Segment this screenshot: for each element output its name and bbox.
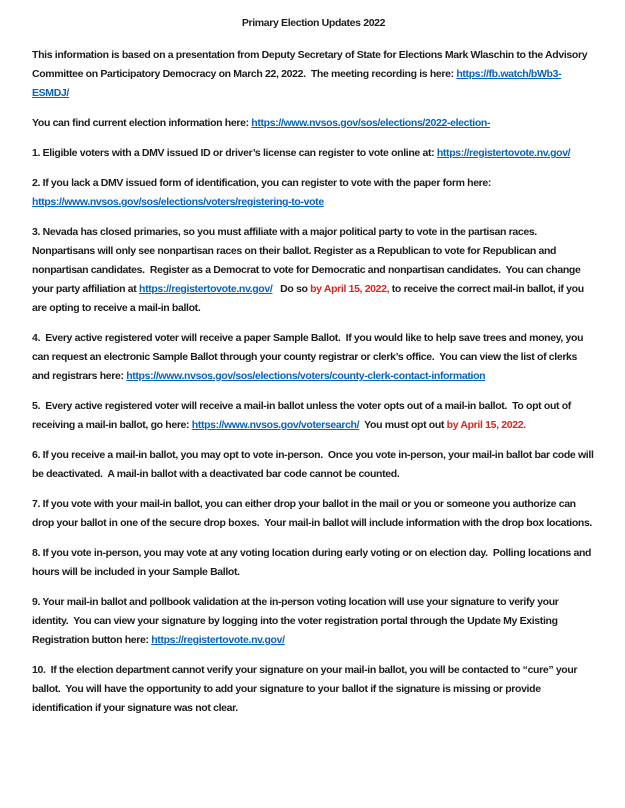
body-text: You must opt out	[359, 419, 447, 431]
hyperlink[interactable]: https://www.nvsos.gov/sos/elections/2022-election-	[251, 117, 491, 129]
body-text: 9. Your mail-in ballot and pollbook validation at the in-person voting location will use your signature to verify your identity. You can view your signature by logging into the voter registration portal through the Update My Existing Registration button here:	[32, 596, 562, 646]
paragraph-item-1	[32, 144, 595, 163]
paragraph-item-4	[32, 329, 595, 386]
hyperlink[interactable]: https://registertovote.nv.gov/	[139, 283, 273, 295]
body-text: 7. If you vote with your mail-in ballot, you can either drop your ballot in the mail or you or someone you authorize can drop your ballot in one of the secure drop boxes. Your mail-in ballot will include information with the drop box locations.	[32, 498, 593, 529]
paragraph-item-2	[32, 174, 595, 212]
body-text: 4. Every active registered voter will receive a paper Sample Ballot. If you would like to help save trees and money, you can request an electronic Sample Ballot through your county registrar or clerk’s office. You can view the list of clerks and registrars here:	[32, 332, 586, 382]
hyperlink[interactable]: https://registertovote.nv.gov/	[151, 634, 285, 646]
hyperlink[interactable]: https://registertovote.nv.gov/	[436, 147, 571, 159]
paragraph-item-10	[32, 661, 595, 718]
hyperlink[interactable]: https://fb.watch/bWb3-ESMDJ/	[32, 68, 562, 99]
paragraph-intro	[32, 46, 595, 103]
hyperlink[interactable]: https://www.nvsos.gov/sos/elections/voters/registering-to-vote	[32, 196, 324, 208]
body-text: This information is based on a presentation from Deputy Secretary of State for Elections Mark Wlaschin to the Advisory Committee on Participatory Democracy on March 22, 2022. The meeting recording is here:	[32, 49, 590, 80]
body-text: 6. If you receive a mail-in ballot, you may opt to vote in-person. Once you vote in-person, your mail-in ballot bar code will be deactivated. A mail-in ballot with a deactivated bar code cannot be counted.	[32, 449, 597, 480]
body-text: 1. Eligible voters with a DMV issued ID or driver’s license can register to vote online at:	[32, 147, 437, 159]
paragraph-item-9	[32, 593, 595, 650]
body-text: 10. If the election department cannot verify your signature on your mail-in ballot, you will be contacted to “cure” your ballot. You will have the opportunity to add your signature to your ballot if the signature is missing or provide identification if your signature was not clear.	[32, 664, 580, 714]
deadline-text: by April 15, 2022.	[446, 419, 526, 431]
body-text: to receive the correct mail-in ballot, if you are opting to receive a mail-in ballot.	[32, 283, 587, 314]
paragraph-item-7	[32, 495, 595, 533]
paragraph-item-3	[32, 223, 595, 318]
body-text: You can find current election information here:	[32, 117, 252, 129]
body-text: 3. Nevada has closed primaries, so you must affiliate with a major political party to vote in the partisan races. Nonpartisans will only see nonpartisan races on their ballot. Register as a Republican to vote for Republican and nonpartisan candidates. Register as a Democrat to vote for Democratic and nonpartisan candidates. You can change your party affiliation at	[32, 226, 584, 295]
body-text: 8. If you vote in-person, you may vote at any voting location during early voting or on election day. Polling locations and hours will be included in your Sample Ballot.	[32, 547, 594, 578]
page-title: Primary Election Updates 2022	[241, 17, 386, 29]
paragraph-item-8	[32, 544, 595, 582]
paragraph-item-5	[32, 397, 595, 435]
deadline-text: by April 15, 2022,	[310, 283, 390, 295]
body-text: 5. Every active registered voter will receive a mail-in ballot unless the voter opts out of a mail-in ballot. To opt out of receiving a mail-in ballot, go here:	[32, 400, 574, 431]
body-text: 2. If you lack a DMV issued form of identification, you can register to vote with the paper form here:	[32, 177, 494, 189]
paragraph-current-info	[32, 114, 595, 133]
hyperlink[interactable]: https://www.nvsos.gov/votersearch/	[191, 419, 360, 431]
body-text: Do so	[272, 283, 311, 295]
paragraph-item-6	[32, 446, 595, 484]
hyperlink[interactable]: https://www.nvsos.gov/sos/elections/voters/county-clerk-contact-information	[126, 370, 486, 382]
document-body	[32, 46, 595, 718]
